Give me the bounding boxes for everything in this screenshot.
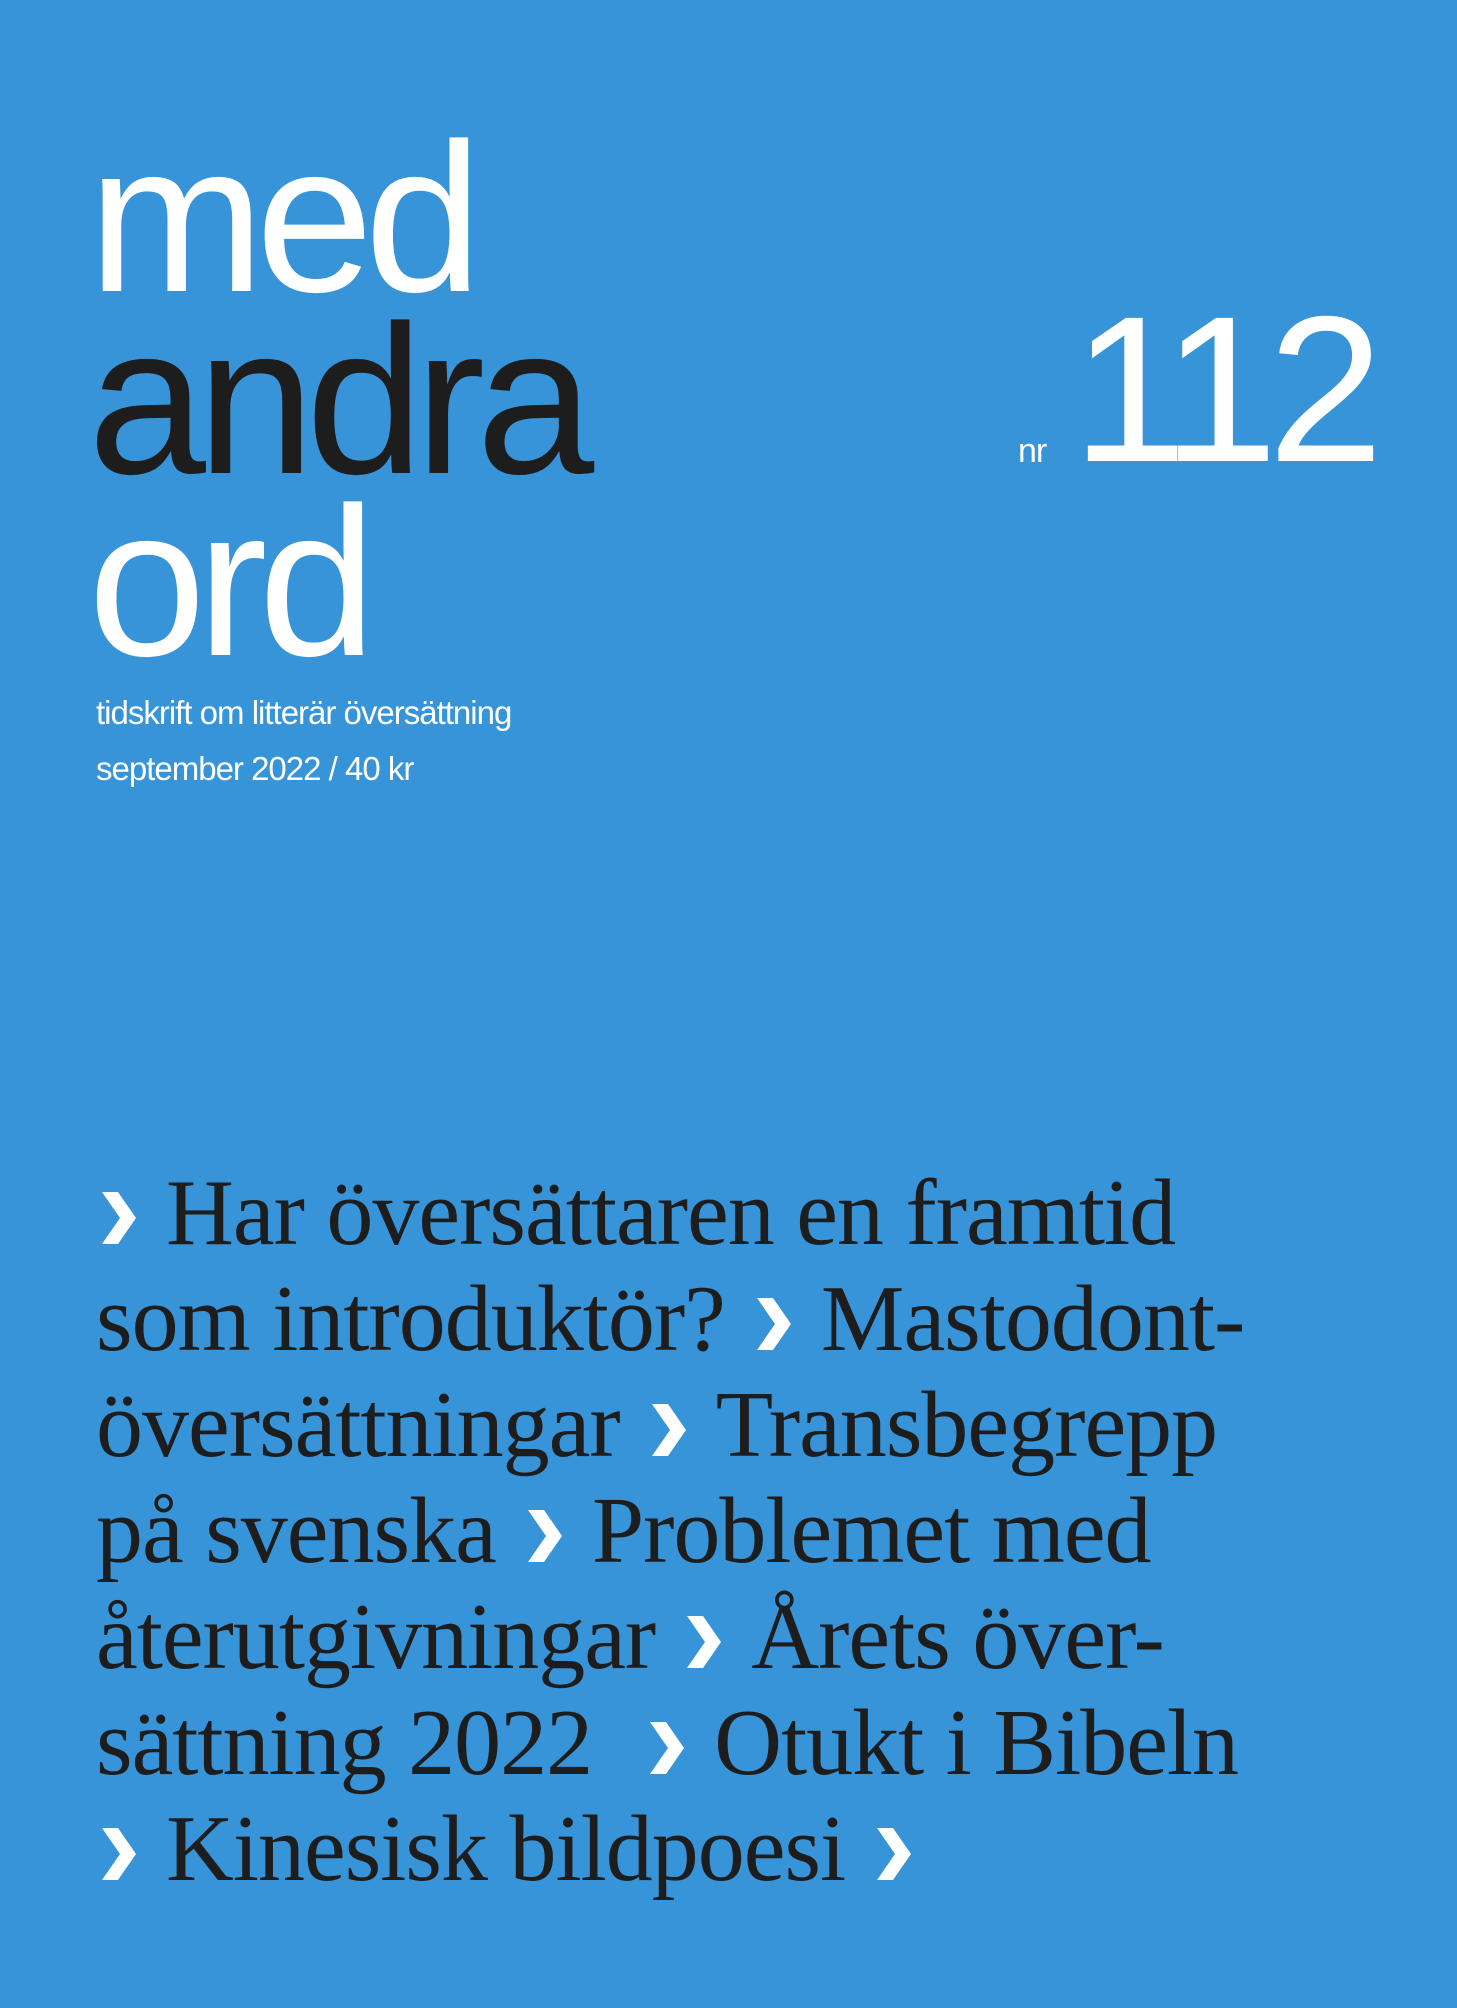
headline-line [96, 1796, 1396, 1902]
headline-text: sättning 2022 [96, 1691, 593, 1795]
headline-text: Problemet med [591, 1479, 1151, 1583]
headline-text: på svenska [96, 1479, 496, 1583]
headline-text: Mastodont- [820, 1267, 1245, 1371]
chevron-right-icon [96, 1188, 140, 1248]
headline-text: Otukt i Bibeln [714, 1691, 1239, 1795]
masthead-word-ord: ord [88, 463, 368, 700]
headline-line [96, 1160, 1396, 1266]
issue-date-price: september 2022 / 40 kr [96, 750, 414, 787]
headline-text: översättningar [96, 1373, 620, 1477]
chevron-right-icon [96, 1824, 140, 1884]
issue-label: nr [1018, 432, 1047, 470]
headline-line [96, 1372, 1396, 1478]
headline-text: återutgivningar [96, 1585, 656, 1689]
headline-text: Årets över- [751, 1585, 1164, 1689]
masthead-word-med: med [88, 99, 474, 336]
chevron-right-icon [871, 1824, 915, 1884]
chevron-right-icon [644, 1718, 688, 1778]
headline-text: som introduktör? [96, 1267, 725, 1371]
chevron-right-icon [646, 1400, 690, 1460]
tagline: tidskrift om litterär översättning [96, 694, 512, 731]
chevron-right-icon [681, 1612, 725, 1672]
headline-line [96, 1266, 1396, 1372]
headline-line [96, 1478, 1396, 1584]
headline-list [96, 1160, 1396, 1902]
chevron-right-icon [751, 1294, 795, 1354]
headline-line [96, 1584, 1396, 1690]
headline-line [96, 1690, 1396, 1796]
issue-number: 112 [1072, 274, 1374, 506]
masthead-word-andra: andra [88, 281, 586, 518]
headline-text: Kinesisk bildpoesi [166, 1797, 846, 1901]
headline-text: Transbegrepp [715, 1373, 1218, 1477]
headline-text: Har översättaren en framtid [166, 1161, 1176, 1265]
chevron-right-icon [522, 1506, 566, 1566]
